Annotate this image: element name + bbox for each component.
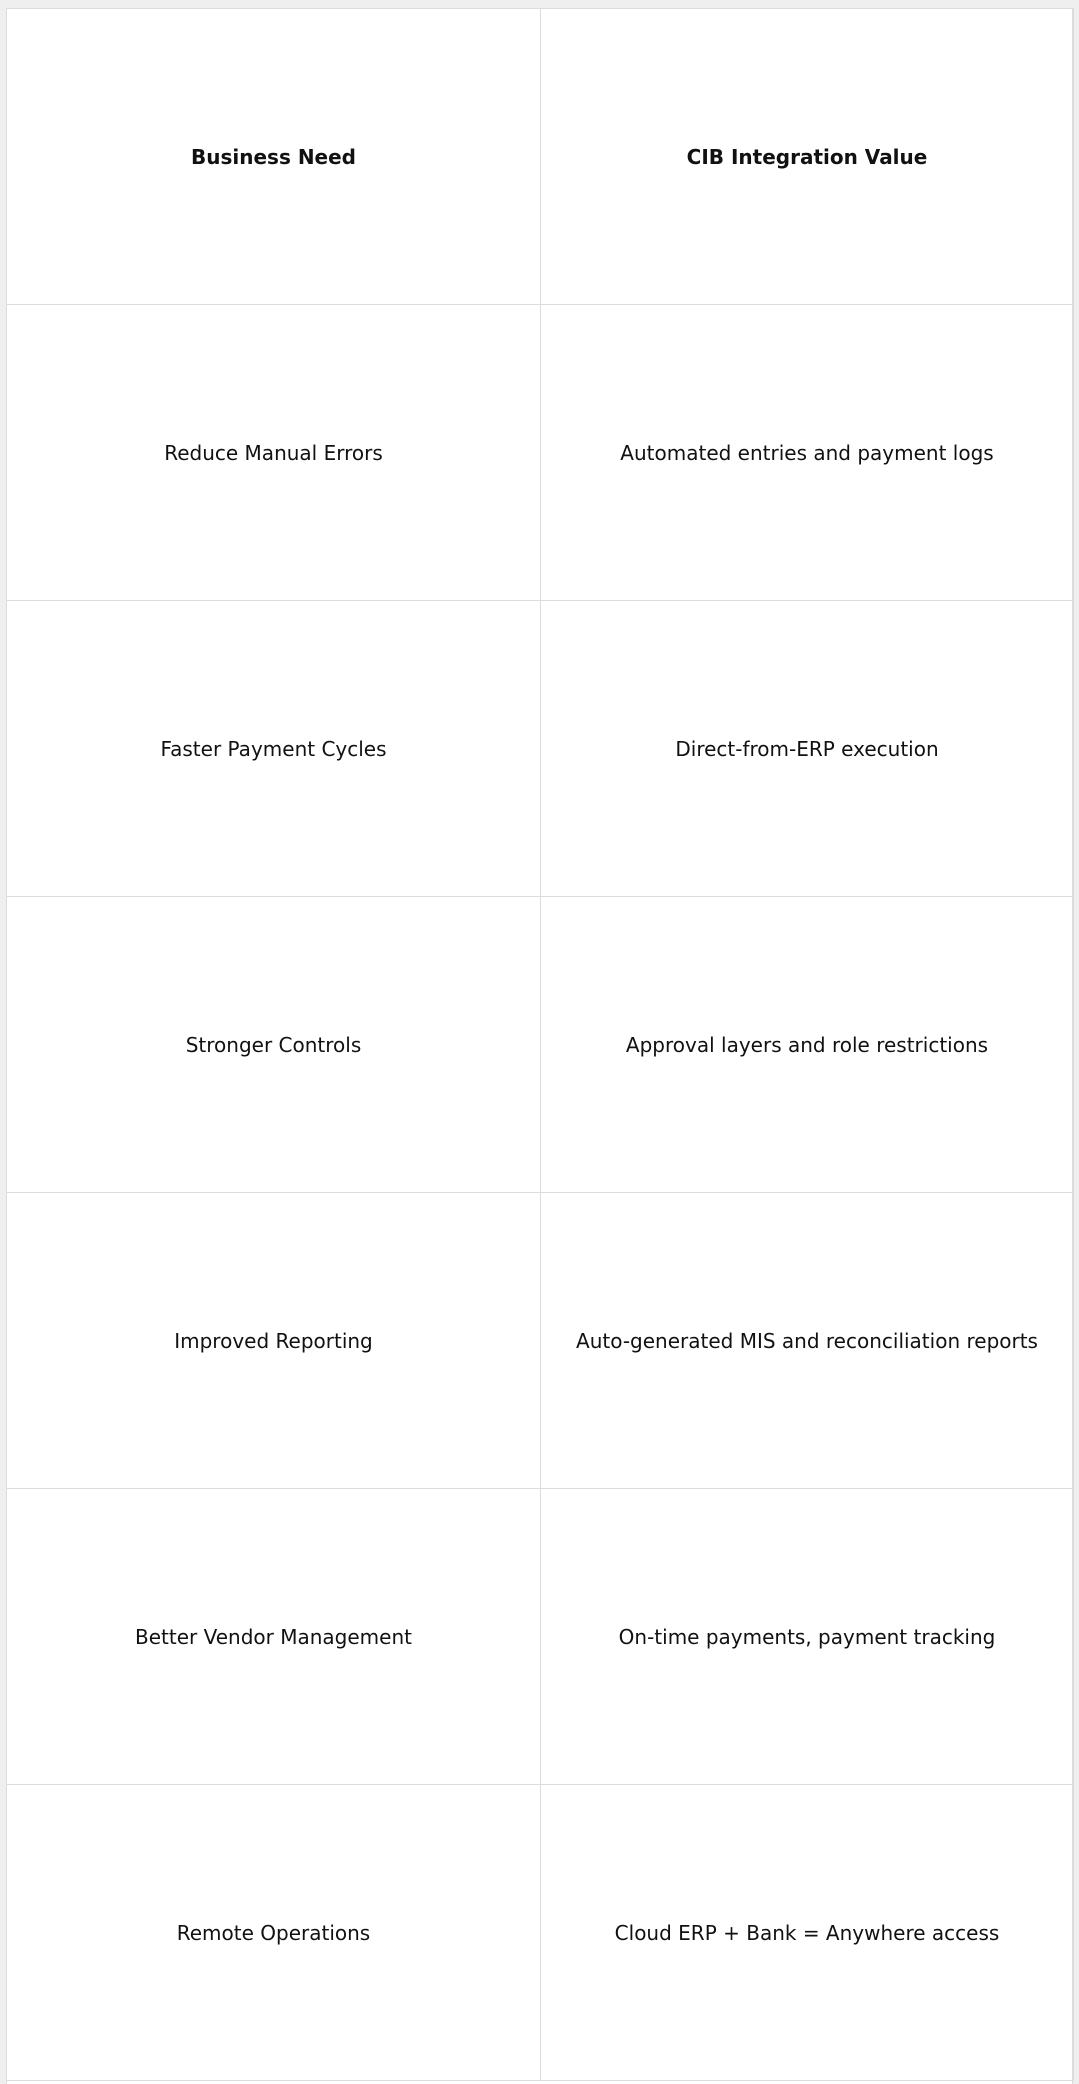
table-row — [7, 1785, 1074, 2081]
integration-value-cell: On-time payments, payment tracking — [541, 1489, 1074, 1785]
table-row — [7, 1193, 1074, 1489]
business-need-cell: Improved Reporting — [7, 1193, 541, 1489]
business-need-cell: Remote Operations — [7, 1785, 541, 2081]
integration-value-cell: Approval layers and role restrictions — [541, 897, 1074, 1193]
integration-value-cell: Auto-generated MIS and reconciliation reports — [541, 1193, 1074, 1489]
business-need-cell: Faster Payment Cycles — [7, 601, 541, 897]
integration-value-cell: Automated entries and payment logs — [541, 305, 1074, 601]
business-need-cell: Better Vendor Management — [7, 1489, 541, 1785]
document-page — [6, 8, 1073, 2084]
header-business-need: Business Need — [7, 9, 541, 305]
header-cib-integration-value: CIB Integration Value — [541, 9, 1074, 305]
table-row — [7, 601, 1074, 897]
table-header-row — [7, 9, 1074, 305]
table-row — [7, 1489, 1074, 1785]
business-need-cell: Reduce Manual Errors — [7, 305, 541, 601]
table-row — [7, 897, 1074, 1193]
comparison-table — [6, 8, 1074, 2081]
integration-value-cell: Direct-from-ERP execution — [541, 601, 1074, 897]
integration-value-cell: Cloud ERP + Bank = Anywhere access — [541, 1785, 1074, 2081]
table-row — [7, 305, 1074, 601]
business-need-cell: Stronger Controls — [7, 897, 541, 1193]
